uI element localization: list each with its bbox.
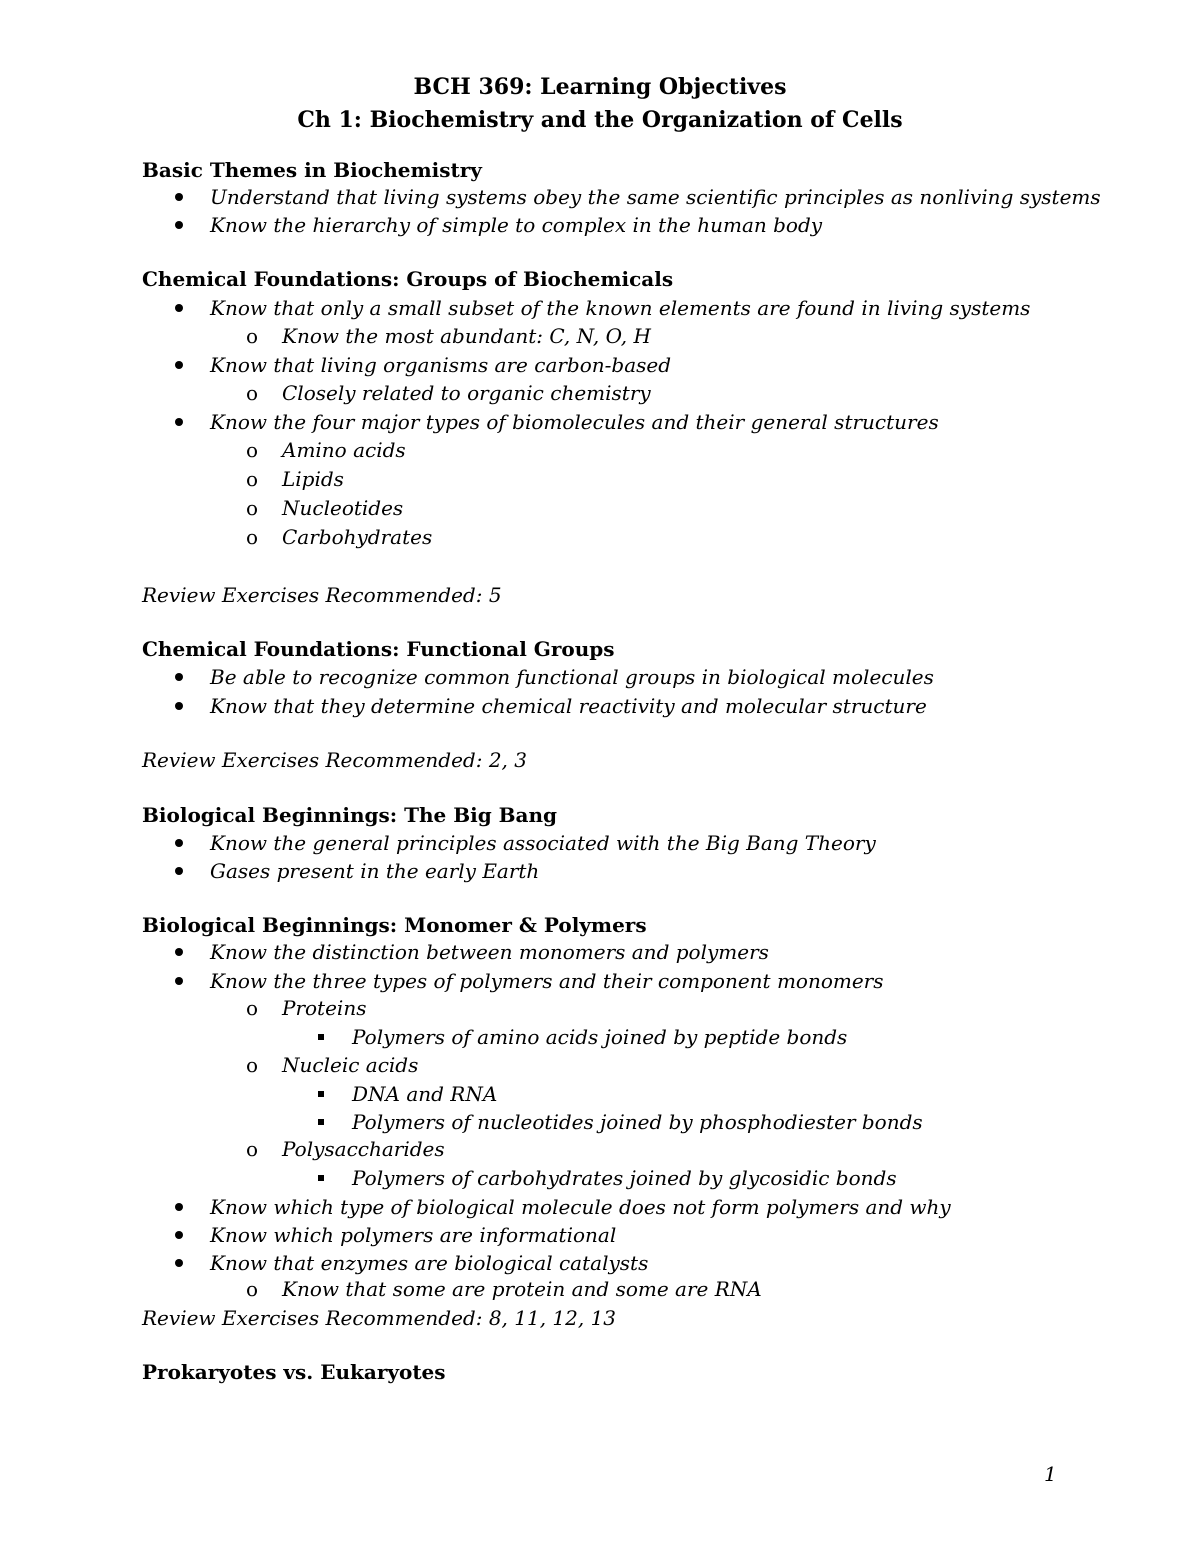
list-item: Know the hierarchy of simple to complex in the human body xyxy=(210,213,823,237)
bullet-dot xyxy=(175,1259,183,1267)
list-item: Be able to recognize common functional groups in biological molecules xyxy=(210,665,934,689)
bullet-dot xyxy=(175,418,183,426)
list-item: Know the general principles associated with the Big Bang Theory xyxy=(210,831,876,855)
section-heading: Basic Themes in Biochemistry xyxy=(142,158,482,182)
bullet-circle: o xyxy=(246,996,259,1020)
list-item: Closely related to organic chemistry xyxy=(282,381,651,405)
section-heading: Chemical Foundations: Groups of Biochemicals xyxy=(142,267,674,291)
list-item: Proteins xyxy=(282,996,367,1020)
bullet-square xyxy=(318,1034,324,1040)
bullet-dot xyxy=(175,673,183,681)
bullet-dot xyxy=(175,948,183,956)
review-exercises: Review Exercises Recommended: 8, 11, 12, 13 xyxy=(142,1306,617,1330)
list-item: Polymers of nucleotides joined by phosphodiester bonds xyxy=(352,1110,923,1134)
list-item: Know that they determine chemical reactivity and molecular structure xyxy=(210,694,927,718)
bullet-circle: o xyxy=(246,467,259,491)
list-item: Know that living organisms are carbon-based xyxy=(210,353,672,377)
bullet-square xyxy=(318,1091,324,1097)
bullet-dot xyxy=(175,977,183,985)
bullet-circle: o xyxy=(246,525,259,549)
bullet-circle: o xyxy=(246,1137,259,1161)
list-item: Carbohydrates xyxy=(282,525,433,549)
list-item: Know that only a small subset of the known elements are found in living systems xyxy=(210,296,1031,320)
list-item: Know the four major types of biomolecules and their general structures xyxy=(210,410,939,434)
section-heading: Prokaryotes vs. Eukaryotes xyxy=(142,1360,446,1384)
list-item: Know that some are protein and some are RNA xyxy=(282,1277,762,1301)
list-item: Know that enzymes are biological catalysts xyxy=(210,1251,649,1275)
list-item: Know the most abundant: C, N, O, H xyxy=(282,324,651,348)
review-exercises: Review Exercises Recommended: 2, 3 xyxy=(142,748,527,772)
list-item: Nucleic acids xyxy=(282,1053,419,1077)
section-heading: Biological Beginnings: The Big Bang xyxy=(142,803,558,827)
list-item: Polysaccharides xyxy=(282,1137,445,1161)
bullet-dot xyxy=(175,1203,183,1211)
bullet-circle: o xyxy=(246,438,259,462)
bullet-dot xyxy=(175,867,183,875)
review-exercises: Review Exercises Recommended: 5 xyxy=(142,583,502,607)
bullet-dot xyxy=(175,702,183,710)
list-item: Amino acids xyxy=(282,438,406,462)
list-item: Understand that living systems obey the same scientific principles as nonliving systems xyxy=(210,185,1101,209)
list-item: Nucleotides xyxy=(282,496,404,520)
list-item: Know the distinction between monomers and polymers xyxy=(210,940,769,964)
list-item: Polymers of amino acids joined by peptide bonds xyxy=(352,1025,848,1049)
section-heading: Biological Beginnings: Monomer & Polymers xyxy=(142,913,647,937)
section-heading: Chemical Foundations: Functional Groups xyxy=(142,637,615,661)
bullet-dot xyxy=(175,193,183,201)
list-item: Polymers of carbohydrates joined by glycosidic bonds xyxy=(352,1166,897,1190)
list-item: Know which type of biological molecule does not form polymers and why xyxy=(210,1195,951,1219)
page-number: 1 xyxy=(1044,1462,1057,1486)
document-subtitle: Ch 1: Biochemistry and the Organization of Cells xyxy=(297,107,903,133)
bullet-circle: o xyxy=(246,1053,259,1077)
list-item: Gases present in the early Earth xyxy=(210,859,540,883)
document-title: BCH 369: Learning Objectives xyxy=(413,74,787,100)
bullet-dot xyxy=(175,361,183,369)
bullet-square xyxy=(318,1175,324,1181)
bullet-circle: o xyxy=(246,381,259,405)
bullet-square xyxy=(318,1119,324,1125)
bullet-circle: o xyxy=(246,496,259,520)
bullet-dot xyxy=(175,304,183,312)
list-item: Lipids xyxy=(282,467,344,491)
list-item: Know the three types of polymers and their component monomers xyxy=(210,969,884,993)
list-item: DNA and RNA xyxy=(352,1082,498,1106)
bullet-dot xyxy=(175,839,183,847)
bullet-circle: o xyxy=(246,1277,259,1301)
bullet-dot xyxy=(175,221,183,229)
bullet-dot xyxy=(175,1231,183,1239)
list-item: Know which polymers are informational xyxy=(210,1223,617,1247)
bullet-circle: o xyxy=(246,324,259,348)
